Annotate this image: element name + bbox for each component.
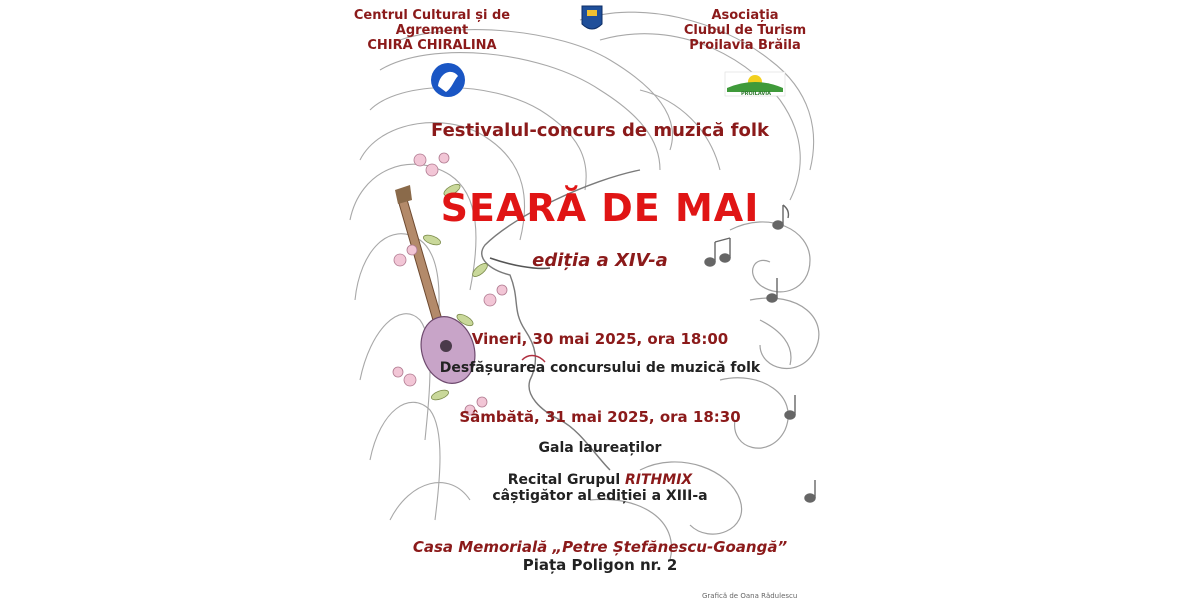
organizer-right-line2: Clubul de Turism	[683, 23, 807, 38]
day1-date: Vineri, 30 mai 2025, ora 18:00	[471, 330, 729, 348]
organizer-left	[352, 8, 512, 53]
organizer-right	[660, 8, 830, 53]
festival-poster	[340, 0, 860, 600]
venue-name: Casa Memorială „Petre Ștefănescu-Goangă”	[412, 538, 788, 556]
illustration-credit: Grafică de Oana Rădulescu	[702, 592, 798, 600]
swirl-clouds	[590, 222, 819, 560]
recital-line2: câștigător al ediției a XIII-a	[492, 488, 708, 504]
recital-prefix: Recital Grupul	[507, 472, 621, 488]
chira-chiralina-logo	[431, 63, 465, 97]
city-crest-logo	[582, 6, 602, 29]
event-title: SEARĂ DE MAI	[440, 186, 760, 230]
edition-label: ediția a XIV-a	[532, 250, 668, 271]
festival-subtitle: Festivalul-concurs de muzică folk	[431, 120, 769, 141]
day1-description: Desfășurarea concursului de muzică folk	[439, 360, 761, 376]
organizer-right-line1: Asociația	[711, 8, 779, 23]
recital-line1	[340, 472, 860, 488]
day2-gala: Gala laureaților	[538, 440, 662, 456]
organizer-left-line2: Agrement	[395, 23, 469, 38]
day2-recital	[340, 472, 860, 504]
proilavia-logo-text: PROILAVIA	[741, 91, 771, 97]
organizer-left-line3: CHIRA CHIRALINA	[367, 38, 497, 53]
day2-date: Sâmbătă, 31 mai 2025, ora 18:30	[459, 408, 741, 426]
poster-illustration	[340, 0, 860, 600]
organizer-right-line3: Proilavia Brăila	[689, 38, 801, 53]
venue-address: Piața Poligon nr. 2	[522, 556, 678, 574]
recital-band: RITHMIX	[625, 472, 693, 488]
organizer-left-line1: Centrul Cultural și de	[353, 8, 511, 23]
